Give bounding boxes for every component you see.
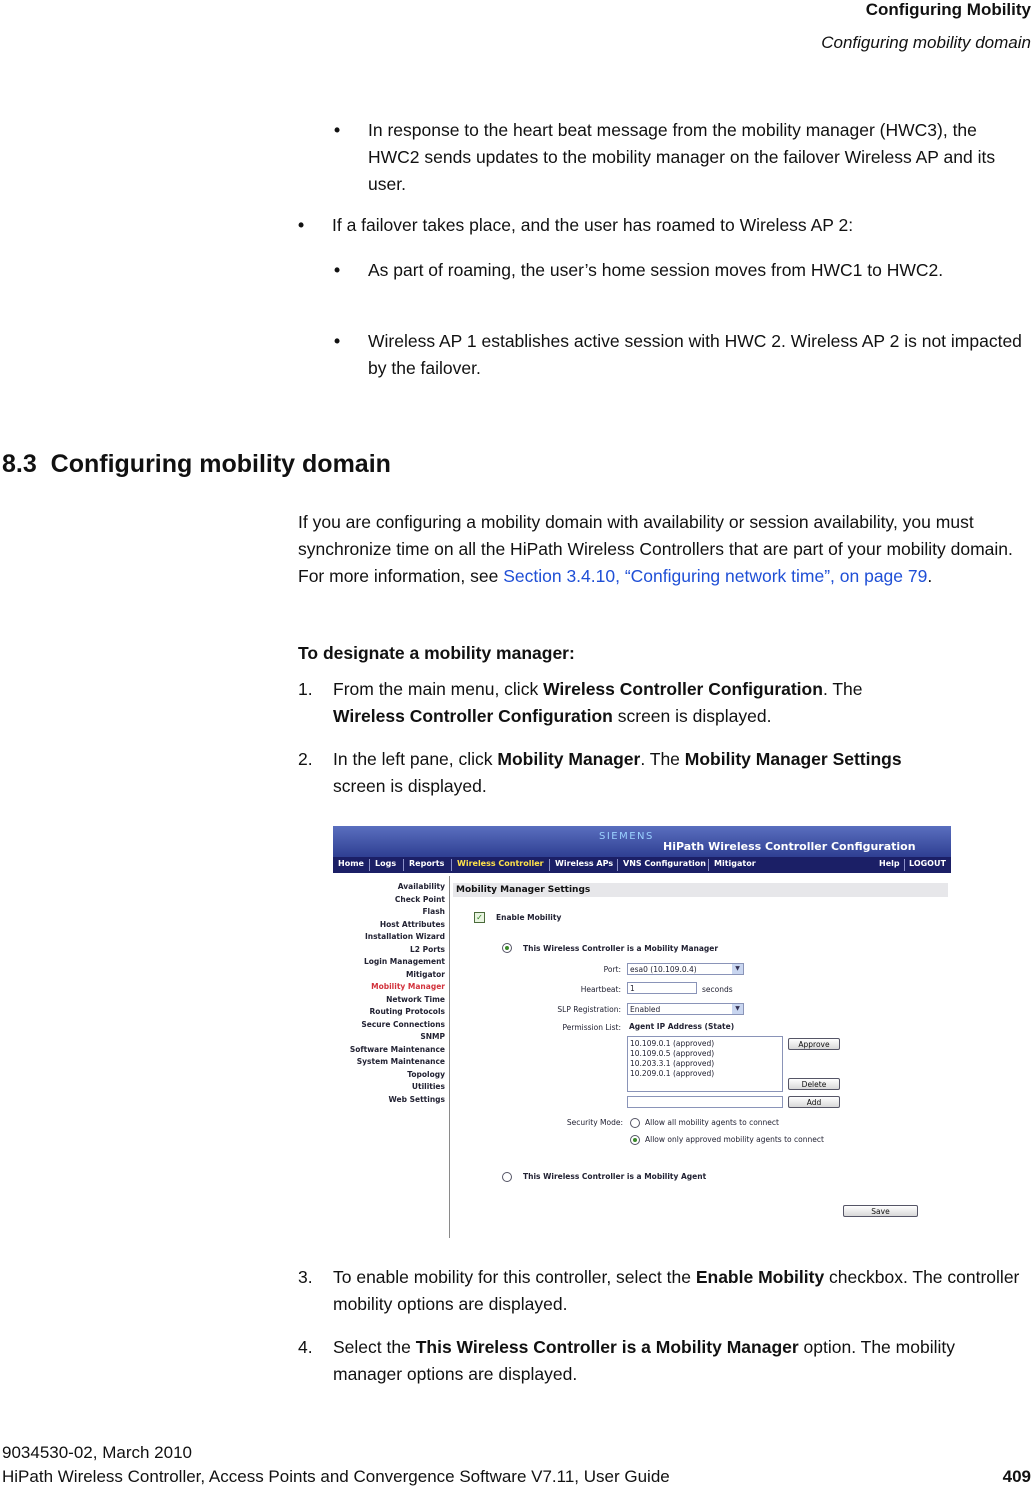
mobility-manager-screenshot: [333, 826, 951, 1238]
sidebar-item-snmp[interactable]: SNMP: [420, 1032, 445, 1041]
panel-title: Mobility Manager Settings: [453, 883, 948, 897]
bullet-marker: •: [334, 260, 341, 280]
nav-wireless-controller[interactable]: Wireless Controller: [457, 859, 544, 868]
sidebar-item-web-settings[interactable]: Web Settings: [388, 1094, 445, 1104]
sidebar-item-host-attributes[interactable]: Host Attributes: [379, 919, 445, 929]
bullet-item: [334, 328, 1032, 382]
step-ui-ref: Enable Mobility: [695, 1267, 825, 1287]
sidebar-item-topology[interactable]: Topology: [407, 1069, 445, 1079]
permission-list-header: Agent IP Address (State): [629, 1022, 735, 1031]
step-ui-ref: Wireless Controller Configuration: [543, 679, 823, 699]
sidebar-item-mobility-manager[interactable]: Mobility Manager: [371, 982, 445, 991]
step-ui-ref: Wireless Controller Configuration: [333, 706, 613, 726]
step-text: checkbox. The controller mobility options are displayed.: [333, 1267, 1020, 1314]
bullet-marker: •: [298, 215, 305, 235]
footer-doc-title: HiPath Wireless Controller, Access Points and Convergence Software V7.11, User Guide: [2, 1467, 670, 1486]
sidebar-item-login-management[interactable]: Login Management: [363, 957, 445, 966]
step-number: 1.: [298, 679, 313, 699]
sidebar-item-availability[interactable]: Availability: [397, 882, 445, 891]
slp-registration-label: SLP Registration:: [557, 1005, 621, 1014]
sidebar-item-system-maintenance[interactable]: System Maintenance: [356, 1057, 445, 1066]
brand-logo: SIEMENS: [599, 831, 654, 842]
heartbeat-label: Heartbeat:: [580, 985, 621, 994]
bullet-item: [334, 257, 1008, 284]
sidebar-item-flash[interactable]: Flash: [422, 907, 445, 916]
mobility-agent-option-label: This Wireless Controller is a Mobility Agent: [523, 1172, 707, 1181]
list-item[interactable]: 10.209.0.1 (approved): [630, 1069, 715, 1078]
bullet-item: [334, 117, 1028, 198]
delete-button[interactable]: Delete: [788, 1078, 840, 1090]
bullet-text: As part of roaming, the user’s home session moves from HWC1 to HWC2.: [368, 260, 944, 280]
permission-listbox[interactable]: [627, 1036, 783, 1092]
slp-registration-select[interactable]: [627, 1003, 744, 1015]
step-4: [298, 1334, 1023, 1388]
intro-end: .: [927, 566, 933, 586]
port-value: esa0 (10.109.0.4): [630, 965, 697, 974]
running-header-subtitle: Configuring mobility domain: [821, 33, 1031, 52]
step-ui-ref: This Wireless Controller is a Mobility Manager: [415, 1337, 799, 1357]
step-text: In the left pane, click: [333, 749, 498, 769]
mobility-manager-option-label: This Wireless Controller is a Mobility Manager: [523, 944, 719, 953]
step-2: [298, 746, 1023, 800]
app-title: HiPath Wireless Controller Configuration: [663, 840, 916, 853]
nav-help[interactable]: Help: [879, 859, 900, 868]
nav-vns-configuration[interactable]: VNS Configuration: [623, 859, 706, 868]
sidebar-item-routing-protocols[interactable]: Routing Protocols: [369, 1007, 445, 1016]
nav-reports[interactable]: Reports: [409, 859, 445, 868]
nav-logout[interactable]: LOGOUT: [909, 859, 946, 868]
security-allow-all-radio[interactable]: [630, 1118, 640, 1128]
procedure-title: To designate a mobility manager:: [298, 643, 575, 663]
security-approved-only-radio[interactable]: [630, 1135, 640, 1145]
chevron-down-icon: ▼: [732, 1004, 743, 1014]
bullet-item: [298, 212, 1028, 239]
step-number: 3.: [298, 1267, 313, 1287]
mobility-manager-radio[interactable]: [502, 943, 512, 953]
nav-logs[interactable]: Logs: [375, 859, 397, 868]
nav-wireless-aps[interactable]: Wireless APs: [555, 859, 614, 868]
agent-ip-input[interactable]: [627, 1096, 783, 1108]
enable-mobility-label: Enable Mobility: [496, 913, 562, 922]
page-number: 409: [1002, 1467, 1031, 1486]
sidebar-item-software-maintenance[interactable]: Software Maintenance: [349, 1044, 445, 1054]
sidebar-item-mitigator[interactable]: Mitigator: [405, 969, 445, 979]
sidebar-item-l2-ports[interactable]: L2 Ports: [409, 944, 445, 954]
bullet-text: Wireless AP 1 establishes active session with HWC 2. Wireless AP 2 is not impacted by the failover.: [368, 331, 1022, 378]
intro-paragraph: [298, 509, 1030, 590]
footer-doc-id: 9034530-02, March 2010: [2, 1443, 192, 1462]
section-number: 8.3: [2, 450, 37, 478]
step-text: To enable mobility for this controller, select the: [333, 1267, 696, 1287]
save-button[interactable]: Save: [843, 1205, 918, 1217]
section-heading: [2, 450, 391, 479]
port-label: Port:: [603, 965, 621, 974]
main-nav: [333, 857, 951, 873]
step-1: [298, 676, 1023, 730]
security-mode-label: Security Mode:: [566, 1118, 623, 1127]
step-text: screen is displayed.: [333, 776, 487, 796]
step-number: 4.: [298, 1337, 313, 1357]
permission-list-label: Permission List:: [562, 1023, 621, 1032]
security-allow-all-label: Allow all mobility agents to connect: [645, 1118, 779, 1127]
step-text: screen is displayed.: [612, 706, 772, 726]
chevron-down-icon: ▼: [732, 964, 743, 974]
app-banner: [333, 826, 951, 857]
step-text: From the main menu, click: [333, 679, 544, 699]
nav-mitigator[interactable]: Mitigator: [714, 859, 756, 868]
bullet-marker: •: [334, 331, 341, 351]
add-button[interactable]: Add: [788, 1096, 840, 1108]
step-text: Select the: [333, 1337, 416, 1357]
step-text: option. The mobility manager options are displayed.: [333, 1337, 955, 1384]
bullet-marker: •: [334, 120, 341, 140]
port-select[interactable]: [627, 963, 744, 975]
enable-mobility-checkbox[interactable]: ✓: [474, 912, 485, 923]
nav-home[interactable]: Home: [338, 859, 364, 868]
step-number: 2.: [298, 749, 313, 769]
list-item[interactable]: 10.109.0.5 (approved): [630, 1049, 715, 1058]
sidebar-item-installation-wizard[interactable]: Installation Wizard: [364, 932, 445, 941]
mobility-agent-radio[interactable]: [502, 1172, 512, 1182]
bullet-text: In response to the heart beat message from the mobility manager (HWC3), the HWC2 sends updates to the mobility manager on the failover Wireless AP and its user.: [368, 120, 996, 194]
heartbeat-input[interactable]: 1: [627, 982, 697, 994]
step-text: . The: [640, 749, 685, 769]
security-approved-only-label: Allow only approved mobility agents to connect: [645, 1135, 824, 1144]
sidebar-item-check-point[interactable]: Check Point: [394, 894, 445, 904]
section-title: Configuring mobility domain: [50, 450, 391, 478]
step-3: [298, 1264, 1023, 1318]
sidebar-item-secure-connections[interactable]: Secure Connections: [361, 1019, 445, 1029]
cross-reference-link[interactable]: Section 3.4.10, “Configuring network time”, on page 79: [503, 566, 928, 586]
list-item[interactable]: 10.109.0.1 (approved): [630, 1039, 715, 1048]
list-item[interactable]: 10.203.3.1 (approved): [630, 1059, 715, 1068]
step-ui-ref: Mobility Manager Settings: [684, 749, 902, 769]
approve-button[interactable]: Approve: [788, 1038, 840, 1050]
step-text: . The: [822, 679, 863, 699]
sidebar-divider: [449, 876, 450, 1238]
bullet-text: If a failover takes place, and the user has roamed to Wireless AP 2:: [332, 215, 854, 235]
intro-text: If you are configuring a mobility domain with availability or session availability, you must synchronize time on all the HiPath Wireless Controllers that are part of your mobility domain. For more information, see: [298, 512, 1013, 586]
slp-registration-value: Enabled: [630, 1005, 661, 1014]
sidebar-item-utilities[interactable]: Utilities: [411, 1082, 445, 1091]
step-ui-ref: Mobility Manager: [497, 749, 641, 769]
sidebar-item-network-time[interactable]: Network Time: [386, 994, 445, 1004]
heartbeat-unit: seconds: [702, 985, 733, 994]
running-header-title: Configuring Mobility: [865, 0, 1031, 19]
